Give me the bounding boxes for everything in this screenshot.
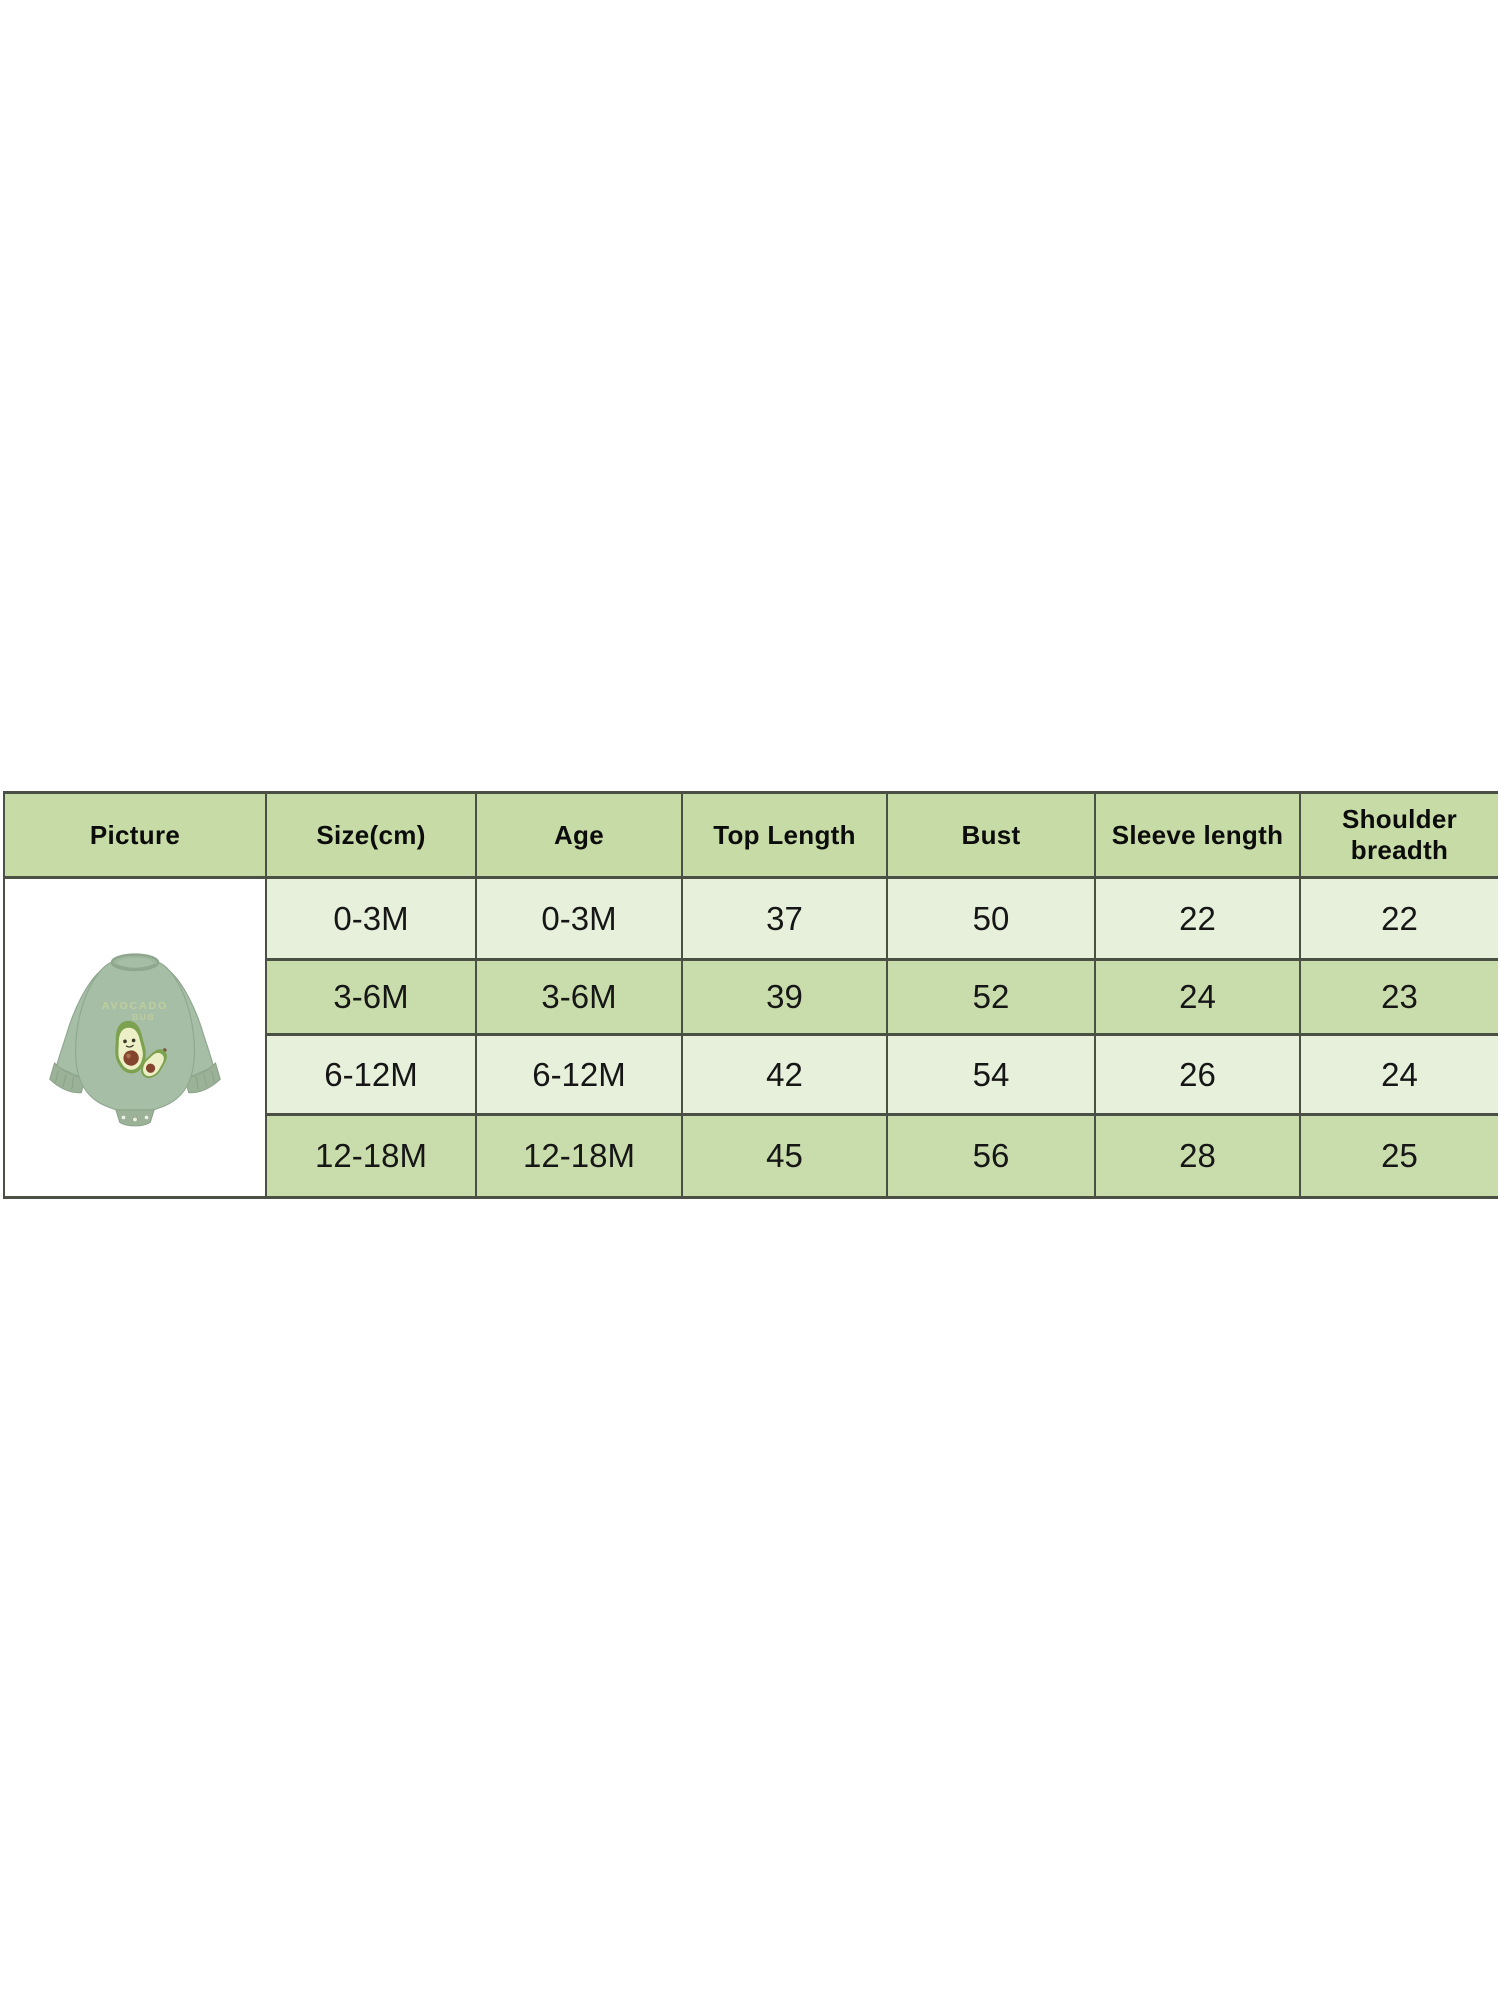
cell-size: 6-12M xyxy=(266,1035,476,1115)
cell-age: 12-18M xyxy=(476,1115,682,1198)
cell-sleeve-length: 24 xyxy=(1095,960,1300,1035)
romper-snap-flap xyxy=(116,1109,154,1125)
cell-bust: 52 xyxy=(887,960,1095,1035)
cell-sleeve-length: 26 xyxy=(1095,1035,1300,1115)
cell-shoulder-breadth: 23 xyxy=(1300,960,1498,1035)
cell-sleeve-length: 22 xyxy=(1095,878,1300,960)
product-photo xyxy=(5,946,265,1130)
cell-shoulder-breadth: 25 xyxy=(1300,1115,1498,1198)
cell-age: 3-6M xyxy=(476,960,682,1035)
cell-top-length: 45 xyxy=(682,1115,887,1198)
product-picture-cell xyxy=(4,878,266,1198)
cell-top-length: 42 xyxy=(682,1035,887,1115)
header-cell-bust: Bust xyxy=(887,793,1095,878)
header-cell-picture: Picture xyxy=(4,793,266,878)
header-cell-sleeve-length: Sleeve length xyxy=(1095,793,1300,878)
table-row xyxy=(4,878,1498,960)
cell-size: 0-3M xyxy=(266,878,476,960)
baby-romper-image xyxy=(37,946,233,1130)
cell-size: 12-18M xyxy=(266,1115,476,1198)
cell-size: 3-6M xyxy=(266,960,476,1035)
header-cell-top-length: Top Length xyxy=(682,793,887,878)
cell-top-length: 37 xyxy=(682,878,887,960)
cell-bust: 56 xyxy=(887,1115,1095,1198)
cell-bust: 54 xyxy=(887,1035,1095,1115)
header-cell-age: Age xyxy=(476,793,682,878)
cell-age: 0-3M xyxy=(476,878,682,960)
print-text-line1: AVOCADO xyxy=(101,999,169,1012)
table-header-row xyxy=(4,793,1498,878)
header-cell-shoulder-breadth: Shoulder breadth xyxy=(1300,793,1498,878)
size-chart-table xyxy=(3,791,1498,1199)
cell-sleeve-length: 28 xyxy=(1095,1115,1300,1198)
cell-top-length: 39 xyxy=(682,960,887,1035)
cell-bust: 50 xyxy=(887,878,1095,960)
print-text-line2: BUB xyxy=(132,1011,156,1022)
cell-shoulder-breadth: 24 xyxy=(1300,1035,1498,1115)
cell-shoulder-breadth: 22 xyxy=(1300,878,1498,960)
header-cell-size: Size(cm) xyxy=(266,793,476,878)
romper-neckband xyxy=(112,954,158,969)
cell-age: 6-12M xyxy=(476,1035,682,1115)
